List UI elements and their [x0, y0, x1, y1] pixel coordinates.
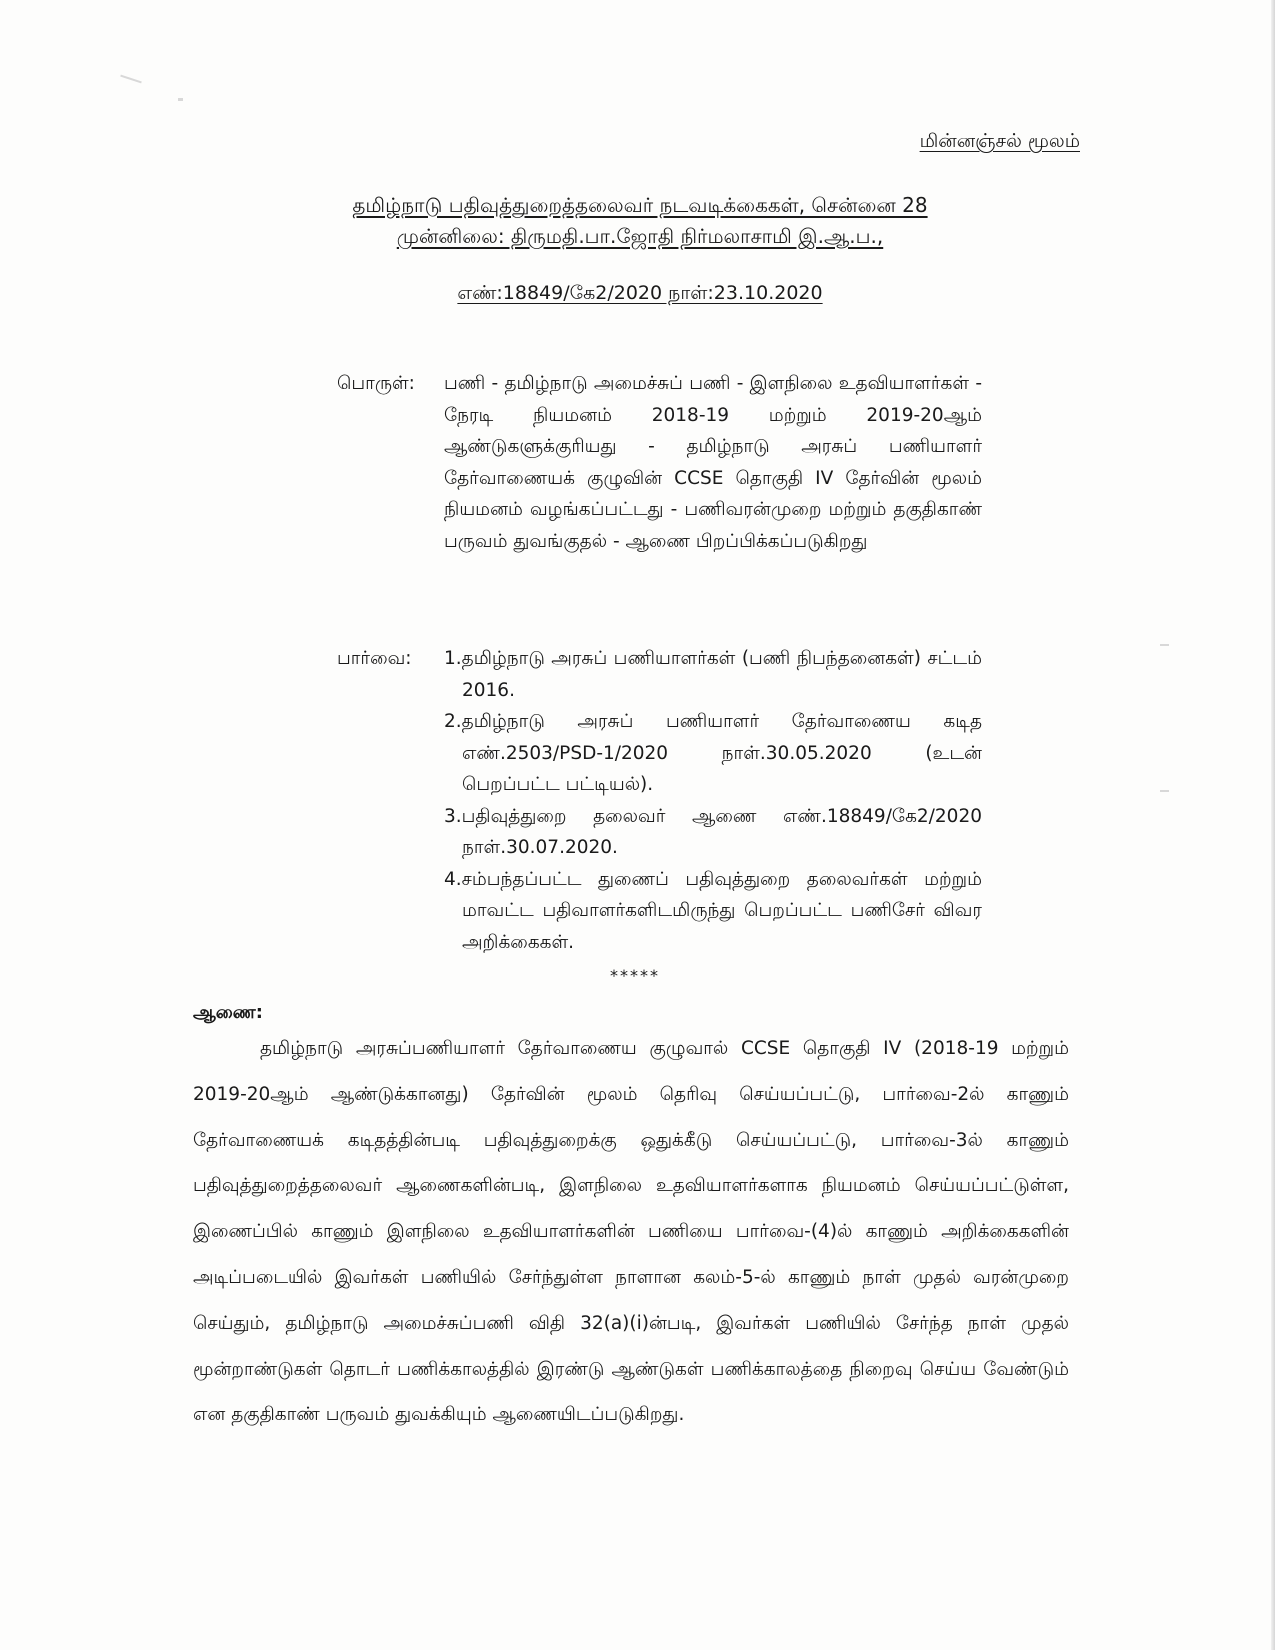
reference-item: 4.சம்பந்தப்பட்ட துணைப் பதிவுத்துறை தலைவர்கள் மற்றும் மாவட்ட பதிவாளர்களிடமிருந்து பெறப்பட்ட பணிசேர் விவர அறிக்கைகள்.	[444, 868, 982, 953]
scan-edge	[1271, 0, 1275, 1650]
reference-number: எண்:18849/கே2/2020 நாள்:23.10.2020	[457, 282, 823, 304]
reference-item: 2.தமிழ்நாடு அரசுப் பணியாளர் தேர்வாணைய கடித எண்.2503/PSD-1/2020 நாள்.30.05.2020 (உடன் பெறப்பட்ட பட்டியல்).	[444, 711, 982, 795]
section-separator: *****	[610, 966, 660, 985]
scan-mark	[178, 98, 183, 101]
scan-mark	[120, 75, 142, 84]
presiding-officer: முன்னிலை: திருமதி.பா.ஜோதி நிர்மலாசாமி இ.ஆ.ப.,	[396, 224, 884, 248]
scan-mark	[1160, 644, 1169, 646]
reference-item: 3.பதிவுத்துறை தலைவர் ஆணை எண்.18849/கே2/2020 நாள்.30.07.2020.	[444, 805, 982, 858]
references-list	[444, 643, 982, 958]
subject-section	[337, 368, 987, 557]
scan-mark	[1160, 790, 1169, 792]
references-section	[337, 643, 987, 958]
office-title-block	[240, 190, 1040, 252]
references-label: பார்வை:	[337, 648, 412, 669]
subject-label: பொருள்:	[337, 373, 415, 394]
order-text: தமிழ்நாடு அரசுப்பணியாளர் தேர்வாணைய குழுவால் CCSE தொகுதி IV (2018-19 மற்றும் 2019-20ஆம் ஆண்டுக்கானது) தேர்வின் மூலம் தெரிவு செய்யப்பட்டு, பார்வை-2ல் காணும் தேர்வாணையக் கடிதத்தின்படி பதிவுத்துறைக்கு ஒதுக்கீடு செய்யப்பட்டு, பார்வை-3ல் காணும் பதிவுத்துறைத்தலைவர் ஆணைகளின்படி, இளநிலை உதவியாளர்களாக நியமனம் செய்யப்பட்டுள்ள, இணைப்பில் காணும் இளநிலை உதவியாளர்களின் பணியை பார்வை-(4)ல் காணும் அறிக்கைகளின் அடிப்படையில் இவர்கள் பணியில் சேர்ந்துள்ள நாளான கலம்-5-ல் காணும் நாள் முதல் வரன்முறை செய்தும், தமிழ்நாடு அமைச்சுப்பணி விதி 32(a)(i)ன்படி, இவர்கள் பணியில் சேர்ந்த நாள் முதல் மூன்றாண்டுகள் தொடர் பணிக்காலத்தில் இரண்டு ஆண்டுகள் பணிக்காலத்தை நிறைவு செய்ய வேண்டும் என தகுதிகாண் பருவம் துவக்கியும் ஆணையிடப்படுகிறது.	[193, 1038, 1069, 1426]
email-dispatch-label: மின்னஞ்சல் மூலம்	[919, 130, 1080, 152]
reference-item: 1.தமிழ்நாடு அரசுப் பணியாளர்கள் (பணி நிபந்தனைகள்) சட்டம் 2016.	[444, 648, 982, 701]
subject-text: பணி - தமிழ்நாடு அமைச்சுப் பணி - இளநிலை உதவியாளர்கள் - நேரடி நியமனம் 2018-19 மற்றும் 2019-20ஆம் ஆண்டுகளுக்குரியது - தமிழ்நாடு அரசுப் பணியாளர் தேர்வாணையக் குழுவின் CCSE தொகுதி IV தேர்வின் மூலம் நியமனம் வழங்கப்பட்டது - பணிவரன்முறை மற்றும் தகுதிகாண் பருவம் துவங்குதல் - ஆணை பிறப்பிக்கப்படுகிறது	[444, 373, 982, 552]
order-heading: ஆணை:	[193, 1002, 263, 1023]
office-title: தமிழ்நாடு பதிவுத்துறைத்தலைவர் நடவடிக்கைகள், சென்னை 28	[352, 193, 928, 217]
